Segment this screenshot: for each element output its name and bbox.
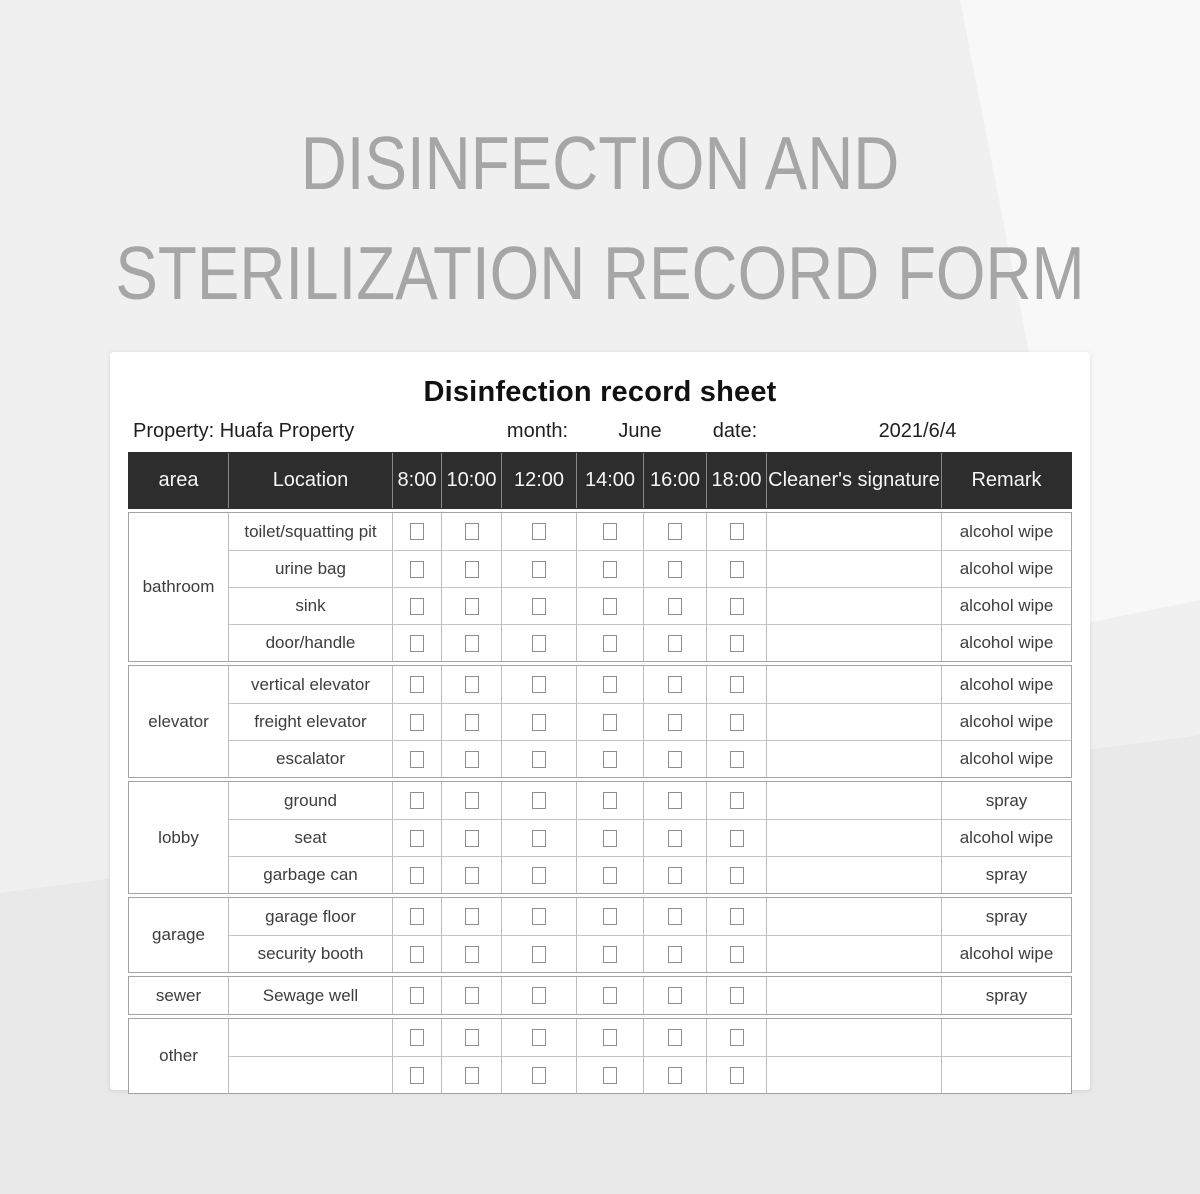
remark-cell: alcohol wipe (941, 666, 1071, 703)
time-cell-1600 (643, 703, 706, 740)
page-title-line2: STERILIZATION RECORD FORM (115, 231, 1085, 315)
remark-cell: spray (941, 782, 1071, 819)
checkbox-1800[interactable] (730, 1029, 744, 1046)
area-group-garage (128, 897, 1072, 973)
col-header-1000: 10:00 (441, 453, 501, 508)
time-cell-1400 (576, 666, 643, 703)
remark-cell: alcohol wipe (941, 819, 1071, 856)
time-cell-1200 (501, 740, 576, 777)
checkbox-1400[interactable] (603, 751, 617, 768)
checkbox-1800[interactable] (730, 830, 744, 847)
checkbox-1200[interactable] (532, 987, 546, 1004)
checkbox-800[interactable] (410, 987, 424, 1004)
location-cell: escalator (228, 740, 392, 777)
checkbox-1000[interactable] (465, 676, 479, 693)
time-cell-1600 (643, 550, 706, 587)
signature-cell[interactable] (766, 782, 941, 819)
time-cell-1600 (643, 856, 706, 893)
checkbox-1400[interactable] (603, 1029, 617, 1046)
time-cell-1400 (576, 1056, 643, 1093)
time-cell-1400 (576, 624, 643, 661)
remark-cell: spray (941, 856, 1071, 893)
signature-cell[interactable] (766, 1019, 941, 1056)
col-header-location: Location (228, 453, 392, 508)
checkbox-800[interactable] (410, 523, 424, 540)
time-cell-1000 (441, 587, 501, 624)
time-cell-1000 (441, 819, 501, 856)
area-group-elevator (128, 665, 1072, 778)
checkbox-1800[interactable] (730, 1067, 744, 1084)
location-cell: vertical elevator (228, 666, 392, 703)
area-label: bathroom (142, 577, 215, 596)
col-header-1200: 12:00 (501, 453, 576, 508)
time-cell-1200 (501, 624, 576, 661)
time-cell-1800 (706, 898, 766, 935)
time-cell-1000 (441, 703, 501, 740)
signature-cell[interactable] (766, 935, 941, 972)
checkbox-1400[interactable] (603, 792, 617, 809)
checkbox-1200[interactable] (532, 792, 546, 809)
checkbox-1600[interactable] (668, 635, 682, 652)
checkbox-800[interactable] (410, 751, 424, 768)
time-cell-1600 (643, 935, 706, 972)
date-label: date: (712, 419, 758, 442)
remark-cell (941, 1056, 1071, 1093)
time-cell-1400 (576, 782, 643, 819)
checkbox-1000[interactable] (465, 635, 479, 652)
time-cell-800 (392, 550, 441, 587)
time-cell-1600 (643, 587, 706, 624)
record-table (128, 452, 1072, 1094)
location-cell (228, 1019, 392, 1056)
remark-cell: alcohol wipe (941, 624, 1071, 661)
time-cell-1400 (576, 856, 643, 893)
checkbox-1000[interactable] (465, 987, 479, 1004)
checkbox-1000[interactable] (465, 523, 479, 540)
checkbox-1600[interactable] (668, 523, 682, 540)
time-cell-1200 (501, 819, 576, 856)
checkbox-1600[interactable] (668, 867, 682, 884)
location-cell: security booth (228, 935, 392, 972)
checkbox-800[interactable] (410, 1067, 424, 1084)
checkbox-1200[interactable] (532, 1029, 546, 1046)
area-label: garage (152, 925, 205, 944)
area-group-other (128, 1018, 1072, 1094)
checkbox-1600[interactable] (668, 676, 682, 693)
time-cell-1400 (576, 977, 643, 1014)
checkbox-1600[interactable] (668, 751, 682, 768)
checkbox-1200[interactable] (532, 561, 546, 578)
time-cell-1200 (501, 856, 576, 893)
col-header-1600: 16:00 (643, 453, 706, 508)
remark-cell: spray (941, 977, 1071, 1014)
remark-cell: alcohol wipe (941, 740, 1071, 777)
time-cell-1000 (441, 856, 501, 893)
time-cell-800 (392, 624, 441, 661)
checkbox-1800[interactable] (730, 523, 744, 540)
time-cell-1200 (501, 977, 576, 1014)
area-group-lobby (128, 781, 1072, 894)
time-cell-1600 (643, 977, 706, 1014)
time-cell-800 (392, 1019, 441, 1056)
signature-cell[interactable] (766, 898, 941, 935)
checkbox-1600[interactable] (668, 946, 682, 963)
time-cell-1200 (501, 513, 576, 550)
checkbox-1800[interactable] (730, 751, 744, 768)
time-cell-1200 (501, 935, 576, 972)
checkbox-1000[interactable] (465, 714, 479, 731)
checkbox-1000[interactable] (465, 867, 479, 884)
time-cell-800 (392, 703, 441, 740)
location-cell: door/handle (228, 624, 392, 661)
time-cell-800 (392, 819, 441, 856)
checkbox-1200[interactable] (532, 714, 546, 731)
location-cell: Sewage well (228, 977, 392, 1014)
checkbox-1800[interactable] (730, 867, 744, 884)
time-cell-1600 (643, 666, 706, 703)
checkbox-800[interactable] (410, 714, 424, 731)
checkbox-800[interactable] (410, 792, 424, 809)
time-cell-1800 (706, 740, 766, 777)
time-cell-1800 (706, 550, 766, 587)
checkbox-1400[interactable] (603, 946, 617, 963)
time-cell-1000 (441, 935, 501, 972)
checkbox-800[interactable] (410, 635, 424, 652)
time-cell-800 (392, 898, 441, 935)
signature-cell[interactable] (766, 1056, 941, 1093)
time-cell-1000 (441, 666, 501, 703)
checkbox-1000[interactable] (465, 946, 479, 963)
time-cell-1800 (706, 624, 766, 661)
time-cell-1400 (576, 935, 643, 972)
checkbox-1600[interactable] (668, 987, 682, 1004)
date-value: 2021/6/4 (878, 419, 957, 442)
area-label: lobby (158, 827, 199, 847)
time-cell-1600 (643, 782, 706, 819)
signature-cell[interactable] (766, 666, 941, 703)
signature-cell[interactable] (766, 819, 941, 856)
checkbox-1400[interactable] (603, 561, 617, 578)
checkbox-1800[interactable] (730, 946, 744, 963)
checkbox-1400[interactable] (603, 830, 617, 847)
checkbox-1200[interactable] (532, 598, 546, 615)
time-cell-1000 (441, 977, 501, 1014)
remark-cell (941, 1019, 1071, 1056)
area-group-bathroom (128, 512, 1072, 662)
checkbox-1000[interactable] (465, 908, 479, 925)
checkbox-1400[interactable] (603, 635, 617, 652)
time-cell-1400 (576, 898, 643, 935)
area-label: elevator (148, 711, 209, 731)
time-cell-1400 (576, 513, 643, 550)
page-title-line1: DISINFECTION AND (300, 121, 900, 205)
checkbox-1000[interactable] (465, 1029, 479, 1046)
checkbox-1400[interactable] (603, 714, 617, 731)
time-cell-800 (392, 513, 441, 550)
checkbox-1800[interactable] (730, 635, 744, 652)
time-cell-1000 (441, 513, 501, 550)
time-cell-800 (392, 1056, 441, 1093)
time-cell-1400 (576, 550, 643, 587)
remark-cell: alcohol wipe (941, 935, 1071, 972)
checkbox-1400[interactable] (603, 676, 617, 693)
time-cell-1800 (706, 819, 766, 856)
checkbox-800[interactable] (410, 561, 424, 578)
checkbox-1200[interactable] (532, 635, 546, 652)
checkbox-1600[interactable] (668, 1029, 682, 1046)
checkbox-1000[interactable] (465, 792, 479, 809)
remark-cell: alcohol wipe (941, 703, 1071, 740)
location-cell: toilet/squatting pit (228, 513, 392, 550)
checkbox-1200[interactable] (532, 751, 546, 768)
checkbox-1200[interactable] (532, 908, 546, 925)
time-cell-1800 (706, 1056, 766, 1093)
checkbox-800[interactable] (410, 1029, 424, 1046)
checkbox-1600[interactable] (668, 714, 682, 731)
location-cell (228, 1056, 392, 1093)
month-label: month: (506, 419, 569, 442)
checkbox-1400[interactable] (603, 987, 617, 1004)
month-value: June (618, 419, 662, 442)
time-cell-1200 (501, 550, 576, 587)
signature-cell[interactable] (766, 587, 941, 624)
time-cell-1800 (706, 587, 766, 624)
signature-cell[interactable] (766, 624, 941, 661)
time-cell-1600 (643, 624, 706, 661)
property-field: Property: Huafa Property (133, 419, 355, 442)
checkbox-1200[interactable] (532, 1067, 546, 1084)
checkbox-1400[interactable] (603, 523, 617, 540)
col-header-signature: Cleaner's signature (766, 453, 941, 508)
sheet-title: Disinfection record sheet (423, 376, 777, 408)
checkbox-1400[interactable] (603, 1067, 617, 1084)
record-sheet-card (110, 352, 1090, 1090)
signature-cell[interactable] (766, 550, 941, 587)
checkbox-1400[interactable] (603, 598, 617, 615)
signature-cell[interactable] (766, 856, 941, 893)
time-cell-1600 (643, 1019, 706, 1056)
checkbox-1600[interactable] (668, 908, 682, 925)
time-cell-1800 (706, 782, 766, 819)
location-cell: garage floor (228, 898, 392, 935)
time-cell-1200 (501, 898, 576, 935)
checkbox-1600[interactable] (668, 792, 682, 809)
time-cell-1400 (576, 703, 643, 740)
time-cell-1200 (501, 1019, 576, 1056)
time-cell-800 (392, 740, 441, 777)
time-cell-1400 (576, 587, 643, 624)
time-cell-1800 (706, 513, 766, 550)
checkbox-1200[interactable] (532, 946, 546, 963)
checkbox-800[interactable] (410, 867, 424, 884)
area-group-sewer (128, 976, 1072, 1015)
col-header-1800: 18:00 (706, 453, 766, 508)
page-title (0, 108, 1200, 328)
area-label: sewer (155, 985, 202, 1005)
col-header-area: area (158, 469, 199, 491)
remark-cell: alcohol wipe (941, 513, 1071, 550)
area-label: other (159, 1046, 198, 1065)
sheet-info-row (128, 410, 1072, 452)
time-cell-1000 (441, 624, 501, 661)
location-cell: freight elevator (228, 703, 392, 740)
col-header-1400: 14:00 (576, 453, 643, 508)
time-cell-1200 (501, 666, 576, 703)
location-cell: seat (228, 819, 392, 856)
time-cell-800 (392, 856, 441, 893)
time-cell-800 (392, 666, 441, 703)
col-header-remark: Remark (941, 453, 1071, 508)
time-cell-1800 (706, 935, 766, 972)
time-cell-1200 (501, 782, 576, 819)
checkbox-1400[interactable] (603, 908, 617, 925)
checkbox-1800[interactable] (730, 987, 744, 1004)
time-cell-800 (392, 977, 441, 1014)
time-cell-1400 (576, 740, 643, 777)
checkbox-1800[interactable] (730, 714, 744, 731)
location-cell: sink (228, 587, 392, 624)
checkbox-1600[interactable] (668, 1067, 682, 1084)
time-cell-1000 (441, 782, 501, 819)
checkbox-800[interactable] (410, 830, 424, 847)
time-cell-1000 (441, 550, 501, 587)
location-cell: urine bag (228, 550, 392, 587)
checkbox-800[interactable] (410, 908, 424, 925)
time-cell-1800 (706, 1019, 766, 1056)
time-cell-1800 (706, 977, 766, 1014)
signature-cell[interactable] (766, 703, 941, 740)
time-cell-1600 (643, 819, 706, 856)
col-header-0800: 8:00 (392, 453, 441, 508)
checkbox-1000[interactable] (465, 598, 479, 615)
time-cell-1000 (441, 740, 501, 777)
signature-cell[interactable] (766, 740, 941, 777)
table-body (128, 512, 1072, 1094)
time-cell-1600 (643, 1056, 706, 1093)
time-cell-800 (392, 935, 441, 972)
checkbox-1600[interactable] (668, 598, 682, 615)
checkbox-1200[interactable] (532, 523, 546, 540)
checkbox-800[interactable] (410, 598, 424, 615)
remark-cell: alcohol wipe (941, 550, 1071, 587)
time-cell-800 (392, 587, 441, 624)
checkbox-1600[interactable] (668, 561, 682, 578)
time-cell-1200 (501, 1056, 576, 1093)
time-cell-1800 (706, 666, 766, 703)
checkbox-1200[interactable] (532, 676, 546, 693)
remark-cell: alcohol wipe (941, 587, 1071, 624)
checkbox-1800[interactable] (730, 792, 744, 809)
time-cell-800 (392, 782, 441, 819)
checkbox-1200[interactable] (532, 867, 546, 884)
remark-cell: spray (941, 898, 1071, 935)
time-cell-1200 (501, 703, 576, 740)
time-cell-1800 (706, 703, 766, 740)
checkbox-1800[interactable] (730, 598, 744, 615)
time-cell-1000 (441, 898, 501, 935)
checkbox-1200[interactable] (532, 830, 546, 847)
time-cell-1000 (441, 1056, 501, 1093)
checkbox-1000[interactable] (465, 561, 479, 578)
time-cell-1400 (576, 819, 643, 856)
table-header-row (128, 452, 1072, 509)
checkbox-1800[interactable] (730, 561, 744, 578)
checkbox-1000[interactable] (465, 830, 479, 847)
checkbox-1000[interactable] (465, 751, 479, 768)
checkbox-1600[interactable] (668, 830, 682, 847)
checkbox-1800[interactable] (730, 908, 744, 925)
location-cell: ground (228, 782, 392, 819)
time-cell-1800 (706, 856, 766, 893)
time-cell-1000 (441, 1019, 501, 1056)
time-cell-1400 (576, 1019, 643, 1056)
time-cell-1200 (501, 587, 576, 624)
checkbox-1000[interactable] (465, 1067, 479, 1084)
checkbox-1800[interactable] (730, 676, 744, 693)
checkbox-800[interactable] (410, 946, 424, 963)
location-cell: garbage can (228, 856, 392, 893)
signature-cell[interactable] (766, 513, 941, 550)
time-cell-1600 (643, 898, 706, 935)
signature-cell[interactable] (766, 977, 941, 1014)
checkbox-1400[interactable] (603, 867, 617, 884)
checkbox-800[interactable] (410, 676, 424, 693)
time-cell-1600 (643, 740, 706, 777)
time-cell-1600 (643, 513, 706, 550)
